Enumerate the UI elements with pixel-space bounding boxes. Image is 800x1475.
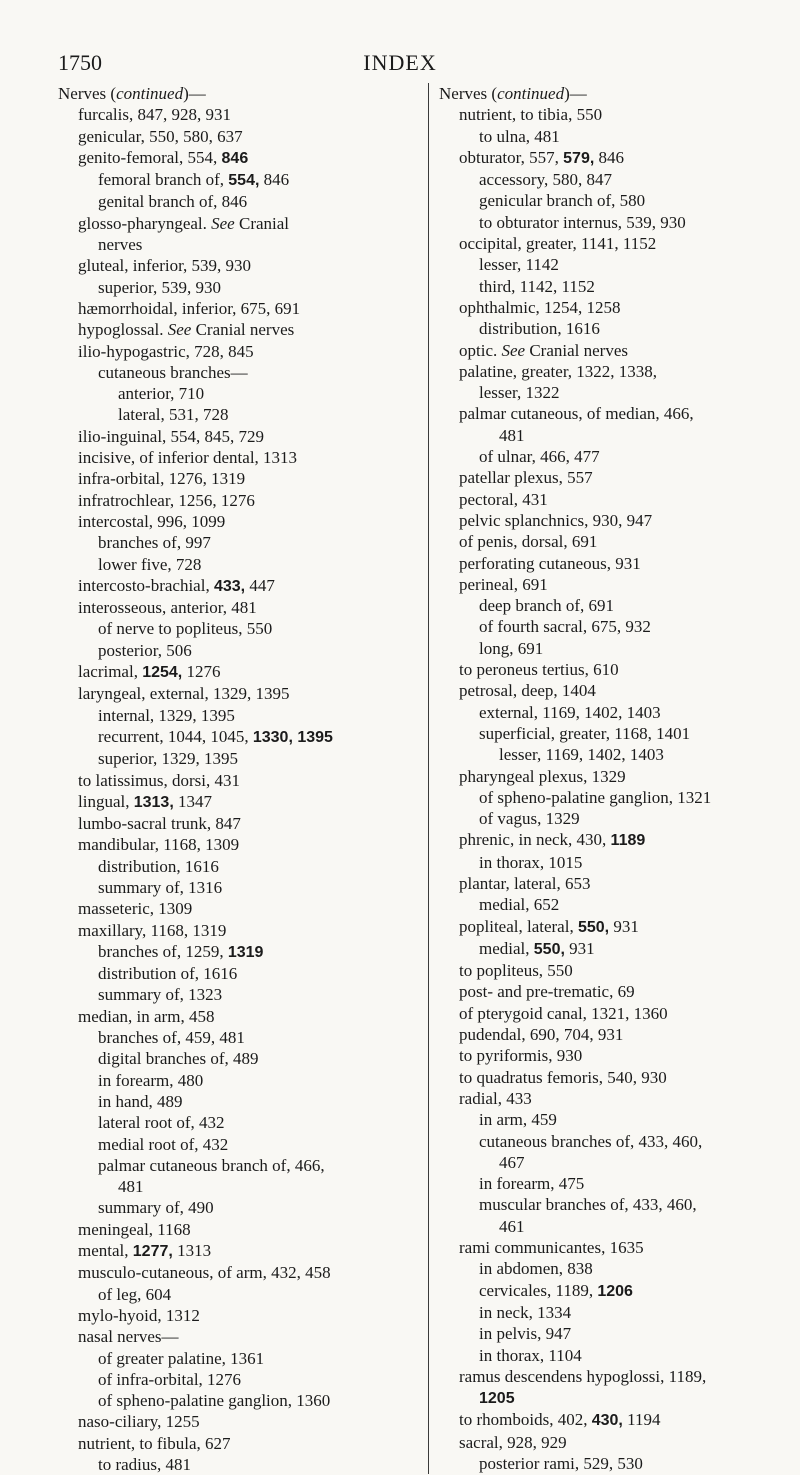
entry-text: 846 bbox=[594, 147, 625, 167]
index-heading bbox=[58, 83, 408, 104]
entry-text: in thorax, 1104 bbox=[479, 1345, 582, 1365]
entry-text: posterior rami, 529, 530 bbox=[479, 1454, 643, 1473]
bold-page-ref: 430, bbox=[591, 1412, 623, 1430]
entry-text: to obturator internus, 539, 930 bbox=[479, 212, 686, 232]
index-entry bbox=[439, 467, 795, 488]
index-entry bbox=[439, 960, 795, 981]
index-entry bbox=[439, 510, 795, 531]
entry-text: pharyngeal plexus, 1329 bbox=[459, 766, 626, 786]
index-entry bbox=[439, 1152, 795, 1173]
index-entry bbox=[439, 1258, 795, 1279]
entry-text: posterior, 506 bbox=[98, 640, 192, 660]
bold-page-ref: 1206 bbox=[597, 1282, 633, 1300]
entry-text: Cranial bbox=[234, 213, 290, 233]
entry-text: summary of, 490 bbox=[98, 1198, 214, 1218]
entry-text: femoral branch of, bbox=[98, 170, 229, 190]
index-entry bbox=[439, 638, 795, 659]
entry-text: accessory, 580, 847 bbox=[479, 170, 612, 190]
index-entry bbox=[58, 1454, 408, 1475]
entry-text: medial root of, 432 bbox=[98, 1134, 229, 1154]
index-entry bbox=[58, 1070, 408, 1091]
index-entry bbox=[58, 877, 408, 898]
entry-text: branches of, 1259, bbox=[98, 941, 228, 961]
entry-text: lacrimal, bbox=[78, 662, 143, 682]
entry-text: palmar cutaneous branch of, 466, bbox=[98, 1155, 325, 1175]
index-entry bbox=[439, 852, 795, 873]
bold-page-ref: 554, bbox=[228, 172, 260, 190]
index-entry bbox=[58, 1112, 408, 1133]
entry-text: cutaneous branches— bbox=[98, 362, 248, 382]
entry-text: to pyriformis, 930 bbox=[459, 1046, 583, 1066]
entry-text: 931 bbox=[564, 938, 595, 958]
index-entry bbox=[439, 702, 795, 723]
entry-text: occipital, greater, 1141, 1152 bbox=[459, 234, 657, 254]
index-entry bbox=[439, 1067, 795, 1088]
entry-text: 1194 bbox=[622, 1410, 661, 1430]
index-entry bbox=[439, 531, 795, 552]
italic-text: continued bbox=[116, 84, 184, 103]
entry-text: Cranial nerves bbox=[191, 320, 295, 340]
index-entry bbox=[58, 856, 408, 877]
entry-text: perforating cutaneous, 931 bbox=[459, 553, 641, 573]
index-entry bbox=[439, 680, 795, 701]
index-entry bbox=[58, 963, 408, 984]
entry-text: lower five, 728 bbox=[98, 554, 202, 574]
index-entry bbox=[58, 126, 408, 147]
index-entry bbox=[439, 1088, 795, 1109]
index-entry bbox=[439, 104, 795, 125]
index-entry bbox=[58, 1219, 408, 1240]
entry-text: cutaneous branches of, 433, 460, bbox=[479, 1131, 703, 1151]
entry-text: infra-orbital, 1276, 1319 bbox=[78, 469, 246, 489]
index-entry bbox=[439, 1045, 795, 1066]
index-entry bbox=[58, 554, 408, 575]
index-entry bbox=[58, 213, 408, 234]
index-entry bbox=[58, 1284, 408, 1305]
index-entry bbox=[439, 829, 795, 851]
index-entry bbox=[439, 382, 795, 403]
entry-text: to radius, 481 bbox=[98, 1455, 192, 1474]
index-entry bbox=[58, 1155, 408, 1176]
index-entry bbox=[58, 984, 408, 1005]
entry-text: superficial, greater, 1168, 1401 bbox=[479, 723, 691, 743]
entry-text: in pelvis, 947 bbox=[479, 1324, 572, 1344]
index-entry bbox=[439, 1432, 795, 1453]
index-entry bbox=[439, 212, 795, 233]
entry-text: laryngeal, external, 1329, 1395 bbox=[78, 684, 290, 704]
index-entry bbox=[58, 277, 408, 298]
index-entry bbox=[58, 920, 408, 941]
bold-page-ref: 1254, bbox=[142, 664, 183, 682]
italic-text: See bbox=[167, 320, 192, 340]
index-entry bbox=[439, 553, 795, 574]
entry-text: optic. bbox=[459, 340, 502, 360]
entry-text: )— bbox=[564, 84, 587, 103]
entry-text: medial, bbox=[479, 938, 534, 958]
entry-text: 461 bbox=[499, 1216, 525, 1236]
index-entry bbox=[58, 104, 408, 125]
entry-text: 1276 bbox=[182, 662, 221, 682]
index-entry bbox=[58, 791, 408, 813]
entry-text: lumbo-sacral trunk, 847 bbox=[78, 814, 241, 834]
index-entry bbox=[439, 1323, 795, 1344]
bold-page-ref: 433, bbox=[213, 577, 246, 595]
entry-text: genital branch of, 846 bbox=[98, 192, 248, 212]
entry-text: lesser, 1169, 1402, 1403 bbox=[499, 745, 664, 765]
index-entry bbox=[439, 574, 795, 595]
entry-text: cervicales, 1189, bbox=[479, 1280, 598, 1300]
index-entry bbox=[58, 169, 408, 191]
entry-text: branches of, 997 bbox=[98, 533, 211, 553]
entry-text: of fourth sacral, 675, 932 bbox=[479, 617, 651, 637]
entry-text: superior, 1329, 1395 bbox=[98, 749, 239, 769]
bold-page-ref: 1277, bbox=[132, 1243, 173, 1261]
entry-text: petrosal, deep, 1404 bbox=[459, 681, 596, 701]
entry-text: ramus descendens hypoglossi, 1189, bbox=[459, 1366, 707, 1386]
index-entry bbox=[58, 383, 408, 404]
entry-text: of spheno-palatine ganglion, 1321 bbox=[479, 787, 712, 807]
entry-text: to rhomboids, 402, bbox=[459, 1410, 592, 1430]
index-entry bbox=[58, 726, 408, 748]
entry-text: pudendal, 690, 704, 931 bbox=[459, 1025, 624, 1045]
index-entry bbox=[439, 233, 795, 254]
index-entry bbox=[58, 1262, 408, 1283]
index-entry bbox=[439, 659, 795, 680]
index-entry bbox=[439, 1387, 795, 1409]
index-entry bbox=[439, 254, 795, 275]
entry-text: of greater palatine, 1361 bbox=[98, 1348, 265, 1368]
index-entry bbox=[58, 1326, 408, 1347]
index-entry bbox=[439, 916, 795, 938]
index-entry bbox=[58, 575, 408, 597]
index-entry bbox=[439, 1131, 795, 1152]
index-entry bbox=[439, 873, 795, 894]
entry-text: of spheno-palatine ganglion, 1360 bbox=[98, 1391, 331, 1411]
bold-page-ref: 1189 bbox=[610, 832, 646, 850]
entry-text: post- and pre-trematic, 69 bbox=[459, 982, 635, 1002]
index-column-right bbox=[428, 83, 795, 1474]
entry-text: masseteric, 1309 bbox=[78, 899, 193, 919]
entry-text: of leg, 604 bbox=[98, 1284, 172, 1304]
index-entry bbox=[439, 147, 795, 169]
entry-text: mental, bbox=[78, 1241, 133, 1261]
index-entry bbox=[439, 403, 795, 424]
entry-text: Nerves ( bbox=[439, 84, 498, 103]
index-entry bbox=[58, 1348, 408, 1369]
index-entry bbox=[439, 1109, 795, 1130]
page-title: INDEX bbox=[363, 50, 437, 75]
entry-text: internal, 1329, 1395 bbox=[98, 705, 235, 725]
entry-text: palatine, greater, 1322, 1338, bbox=[459, 361, 658, 381]
entry-text: lateral root of, 432 bbox=[98, 1113, 225, 1133]
index-entry bbox=[439, 1302, 795, 1323]
entry-text: genicular branch of, 580 bbox=[479, 191, 646, 211]
entry-text: Cranial nerves bbox=[525, 340, 628, 360]
entry-text: in thorax, 1015 bbox=[479, 852, 583, 872]
entry-text: genito-femoral, 554, bbox=[78, 147, 222, 167]
index-entry bbox=[439, 276, 795, 297]
index-entry bbox=[439, 938, 795, 960]
entry-text: mandibular, 1168, 1309 bbox=[78, 835, 240, 855]
entry-text: lesser, 1322 bbox=[479, 383, 560, 403]
index-entry bbox=[58, 1091, 408, 1112]
index-entry bbox=[58, 1390, 408, 1411]
entry-text: distribution, 1616 bbox=[98, 856, 219, 876]
page-number: 1750 bbox=[58, 50, 102, 75]
entry-text: mylo-hyoid, 1312 bbox=[78, 1305, 200, 1325]
index-entry bbox=[58, 770, 408, 791]
index-entry bbox=[439, 1003, 795, 1024]
index-entry bbox=[439, 190, 795, 211]
index-entry bbox=[439, 595, 795, 616]
entry-text: obturator, 557, bbox=[459, 147, 564, 167]
index-entry bbox=[439, 361, 795, 382]
entry-text: ophthalmic, 1254, 1258 bbox=[459, 297, 621, 317]
index-entry bbox=[58, 1411, 408, 1432]
entry-text: palmar cutaneous, of median, 466, bbox=[459, 404, 694, 424]
entry-text: glosso-pharyngeal. bbox=[78, 213, 212, 233]
index-entry bbox=[58, 468, 408, 489]
entry-text: phrenic, in neck, 430, bbox=[459, 830, 611, 850]
index-entry bbox=[58, 511, 408, 532]
index-entry bbox=[439, 787, 795, 808]
index-entry bbox=[58, 532, 408, 553]
entry-text: 467 bbox=[499, 1152, 525, 1172]
index-entry bbox=[439, 616, 795, 637]
entry-text: digital branches of, 489 bbox=[98, 1049, 259, 1069]
index-entry bbox=[439, 1345, 795, 1366]
entry-text: 481 bbox=[118, 1177, 144, 1197]
bold-page-ref: 550, bbox=[577, 918, 610, 936]
entry-text: nutrient, to fibula, 627 bbox=[78, 1433, 231, 1453]
entry-text: intercostal, 996, 1099 bbox=[78, 511, 226, 531]
entry-text: radial, 433 bbox=[459, 1088, 532, 1108]
bold-page-ref: 1313, bbox=[133, 793, 174, 811]
entry-text: ilio-hypogastric, 728, 845 bbox=[78, 341, 254, 361]
index-entry bbox=[439, 1194, 795, 1215]
entry-text: lateral, 531, 728 bbox=[118, 405, 229, 425]
index-entry bbox=[58, 404, 408, 425]
entry-text: long, 691 bbox=[479, 638, 544, 658]
entry-text: )— bbox=[183, 84, 206, 103]
index-entry bbox=[439, 1173, 795, 1194]
bold-page-ref: 1205 bbox=[479, 1390, 515, 1408]
entry-text: summary of, 1316 bbox=[98, 877, 223, 897]
entry-text: 1347 bbox=[173, 791, 213, 811]
bold-page-ref: 579, bbox=[563, 149, 595, 167]
entry-text: deep branch of, 691 bbox=[479, 596, 615, 616]
index-entry bbox=[58, 255, 408, 276]
italic-text: See bbox=[501, 340, 526, 360]
entry-text: nasal nerves— bbox=[78, 1327, 179, 1347]
entry-text: summary of, 1323 bbox=[98, 985, 223, 1005]
index-entry bbox=[58, 362, 408, 383]
entry-text: 846 bbox=[259, 170, 290, 190]
index-entry bbox=[58, 597, 408, 618]
entry-text: third, 1142, 1152 bbox=[479, 276, 595, 296]
entry-text: sacral, 928, 929 bbox=[459, 1432, 567, 1452]
bold-page-ref: 550, bbox=[533, 940, 565, 958]
entry-text: 931 bbox=[609, 916, 639, 936]
index-entry bbox=[58, 618, 408, 639]
entry-text: in arm, 459 bbox=[479, 1110, 557, 1130]
entry-text: furcalis, 847, 928, 931 bbox=[78, 105, 231, 125]
index-heading bbox=[439, 83, 795, 104]
entry-text: branches of, 459, 481 bbox=[98, 1028, 245, 1048]
entry-text: external, 1169, 1402, 1403 bbox=[479, 702, 661, 722]
entry-text: hypoglossal. bbox=[78, 320, 168, 340]
entry-text: of vagus, 1329 bbox=[479, 809, 580, 829]
index-entry bbox=[58, 748, 408, 769]
index-entry bbox=[439, 126, 795, 147]
index-entry bbox=[439, 425, 795, 446]
entry-text: to quadratus femoris, 540, 930 bbox=[459, 1067, 667, 1087]
index-entry bbox=[439, 318, 795, 339]
index-entry bbox=[439, 1366, 795, 1387]
bold-page-ref: 1330, 1395 bbox=[252, 728, 333, 746]
index-entry bbox=[58, 147, 408, 169]
entry-text: anterior, 710 bbox=[118, 384, 205, 404]
index-entry bbox=[439, 894, 795, 915]
index-entry bbox=[58, 319, 408, 340]
entry-text: 1313 bbox=[172, 1241, 212, 1261]
index-entry bbox=[439, 744, 795, 765]
entry-text: genicular, 550, 580, 637 bbox=[78, 126, 243, 146]
index-entry bbox=[58, 1176, 408, 1197]
index-entry bbox=[58, 298, 408, 319]
italic-text: See bbox=[211, 213, 235, 233]
entry-text: of penis, dorsal, 691 bbox=[459, 532, 598, 552]
index-entry bbox=[58, 1134, 408, 1155]
entry-text: perineal, 691 bbox=[459, 574, 548, 594]
index-column-left bbox=[58, 83, 408, 1475]
entry-text: distribution, 1616 bbox=[479, 319, 600, 339]
entry-text: lingual, bbox=[78, 791, 134, 811]
entry-text: lesser, 1142 bbox=[479, 255, 559, 275]
entry-text: patellar plexus, 557 bbox=[459, 468, 593, 488]
index-entry bbox=[58, 191, 408, 212]
entry-text: in hand, 489 bbox=[98, 1091, 183, 1111]
index-entry bbox=[58, 1048, 408, 1069]
index-entry bbox=[58, 705, 408, 726]
entry-text: hæmorrhoidal, inferior, 675, 691 bbox=[78, 298, 301, 318]
index-entry bbox=[58, 834, 408, 855]
entry-text: infratrochlear, 1256, 1276 bbox=[78, 490, 255, 510]
index-entry bbox=[439, 1024, 795, 1045]
entry-text: muscular branches of, 433, 460, bbox=[479, 1195, 697, 1215]
entry-text: to ulna, 481 bbox=[479, 126, 560, 146]
index-entry bbox=[58, 1369, 408, 1390]
entry-text: superior, 539, 930 bbox=[98, 277, 222, 297]
entry-text: 481 bbox=[499, 425, 525, 445]
entry-text: pectoral, 431 bbox=[459, 489, 548, 509]
index-entry bbox=[439, 1409, 795, 1431]
index-entry bbox=[58, 447, 408, 468]
entry-text: intercosto-brachial, bbox=[78, 575, 214, 595]
entry-text: interosseous, anterior, 481 bbox=[78, 598, 257, 618]
index-entry bbox=[439, 489, 795, 510]
index-entry bbox=[58, 426, 408, 447]
entry-text: musculo-cutaneous, of arm, 432, 458 bbox=[78, 1263, 331, 1283]
index-entry bbox=[58, 1305, 408, 1326]
entry-text: meningeal, 1168 bbox=[78, 1219, 191, 1239]
index-entry bbox=[439, 340, 795, 361]
index-entry bbox=[439, 169, 795, 190]
index-entry bbox=[439, 446, 795, 467]
bold-page-ref: 846 bbox=[221, 149, 249, 167]
index-entry bbox=[58, 1197, 408, 1218]
entry-text: nerves bbox=[98, 235, 143, 255]
entry-text: to peroneus tertius, 610 bbox=[459, 660, 619, 680]
entry-text: medial, 652 bbox=[479, 895, 560, 915]
index-entry bbox=[439, 723, 795, 744]
index-entry bbox=[58, 234, 408, 255]
index-entry bbox=[439, 766, 795, 787]
index-entry bbox=[58, 661, 408, 683]
entry-text: naso-ciliary, 1255 bbox=[78, 1412, 200, 1432]
entry-text: to popliteus, 550 bbox=[459, 961, 573, 981]
entry-text: to latissimus, dorsi, 431 bbox=[78, 770, 240, 790]
entry-text: of nerve to popliteus, 550 bbox=[98, 619, 273, 639]
entry-text: recurrent, 1044, 1045, bbox=[98, 726, 253, 746]
entry-text: popliteal, lateral, bbox=[459, 916, 578, 936]
entry-text: in forearm, 480 bbox=[98, 1070, 204, 1090]
entry-text: rami communicantes, 1635 bbox=[459, 1238, 644, 1258]
entry-text: 447 bbox=[245, 575, 275, 595]
index-entry bbox=[439, 1453, 795, 1474]
entry-text: distribution of, 1616 bbox=[98, 964, 238, 984]
index-entry bbox=[58, 341, 408, 362]
entry-text: plantar, lateral, 653 bbox=[459, 873, 591, 893]
entry-text: pelvic splanchnics, 930, 947 bbox=[459, 510, 653, 530]
entry-text: in forearm, 475 bbox=[479, 1174, 585, 1194]
index-entry bbox=[58, 1027, 408, 1048]
index-entry bbox=[439, 1237, 795, 1258]
index-entry bbox=[439, 297, 795, 318]
entry-text: incisive, of inferior dental, 1313 bbox=[78, 448, 298, 468]
entry-text: Nerves ( bbox=[58, 84, 117, 103]
entry-text: in abdomen, 838 bbox=[479, 1259, 593, 1279]
index-entry bbox=[58, 490, 408, 511]
index-entry bbox=[439, 1216, 795, 1237]
entry-text: ilio-inguinal, 554, 845, 729 bbox=[78, 426, 265, 446]
entry-text: in neck, 1334 bbox=[479, 1302, 572, 1322]
index-entry bbox=[58, 813, 408, 834]
index-entry bbox=[58, 941, 408, 963]
index-entry bbox=[439, 1280, 795, 1302]
entry-text: of infra-orbital, 1276 bbox=[98, 1369, 242, 1389]
italic-text: continued bbox=[497, 84, 565, 103]
index-entry bbox=[439, 981, 795, 1002]
entry-text: nutrient, to tibia, 550 bbox=[459, 105, 603, 125]
entry-text: of pterygoid canal, 1321, 1360 bbox=[459, 1003, 668, 1023]
entry-text: of ulnar, 466, 477 bbox=[479, 447, 600, 467]
index-entry bbox=[58, 1433, 408, 1454]
entry-text: median, in arm, 458 bbox=[78, 1006, 215, 1026]
index-entry bbox=[58, 640, 408, 661]
index-entry bbox=[58, 683, 408, 704]
index-entry bbox=[439, 808, 795, 829]
index-entry bbox=[58, 1006, 408, 1027]
index-entry bbox=[58, 898, 408, 919]
entry-text: gluteal, inferior, 539, 930 bbox=[78, 256, 252, 276]
entry-text: maxillary, 1168, 1319 bbox=[78, 920, 227, 940]
bold-page-ref: 1319 bbox=[227, 943, 264, 961]
